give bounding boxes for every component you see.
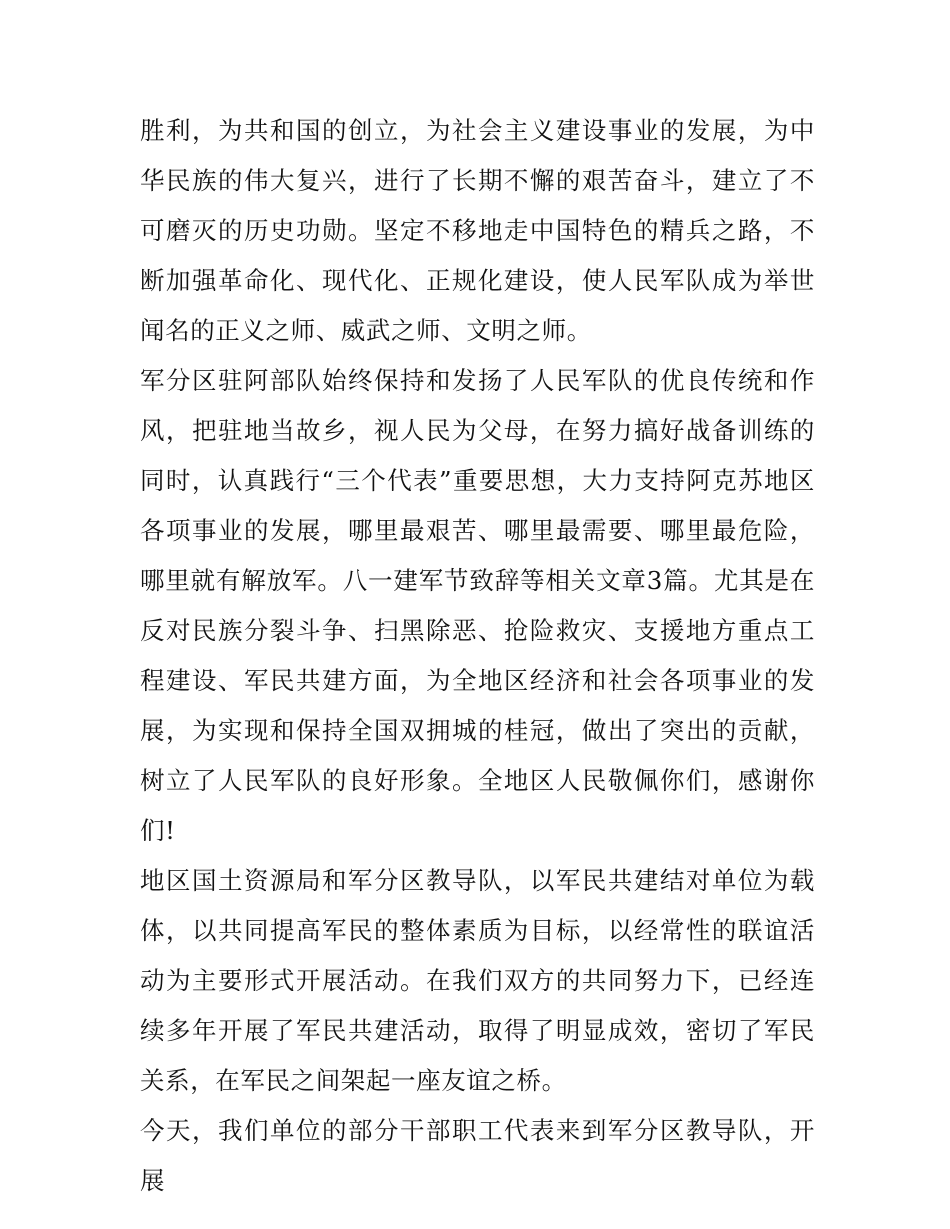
paragraph-1: 胜利，为共和国的创立，为社会主义建设事业的发展，为中华民族的伟大复兴，进行了长期不懈的艰苦奋斗，建立了不可磨灭的历史功勋。坚定不移地走中国特色的精兵之路，不断加强革命化、现代化、正规化建设，使人民军队成为举世闻名的正义之师、威武之师、文明之师。: [140, 116, 815, 345]
document-body: [140, 106, 815, 1206]
paragraph-2: 军分区驻阿部队始终保持和发扬了人民军队的优良传统和作风，把驻地当故乡，视人民为父母，在努力搞好战备训练的同时，认真践行“三个代表”重要思想，大力支持阿克苏地区各项事业的发展，哪里最艰苦、哪里最需要、哪里最危险，哪里就有解放军。八一建军节致辞等相关文章3篇。尤其是在反对民族分裂斗争、扫黑除恶、抢险救灾、支援地方重点工程建设、军民共建方面，为全地区经济和社会各项事业的发展，为实现和保持全国双拥城的桂冠，做出了突出的贡献，树立了人民军队的良好形象。全地区人民敬佩你们，感谢你们!: [140, 366, 815, 845]
paragraph-3: 地区国土资源局和军分区教导队，以军民共建结对单位为载体，以共同提高军民的整体素质为目标，以经常性的联谊活动为主要形式开展活动。在我们双方的共同努力下，已经连续多年开展了军民共建活动，取得了明显成效，密切了军民关系，在军民之间架起一座友谊之桥。: [140, 866, 815, 1095]
paragraph-4: 今天，我们单位的部分干部职工代表来到军分区教导队，开展: [140, 1116, 815, 1195]
